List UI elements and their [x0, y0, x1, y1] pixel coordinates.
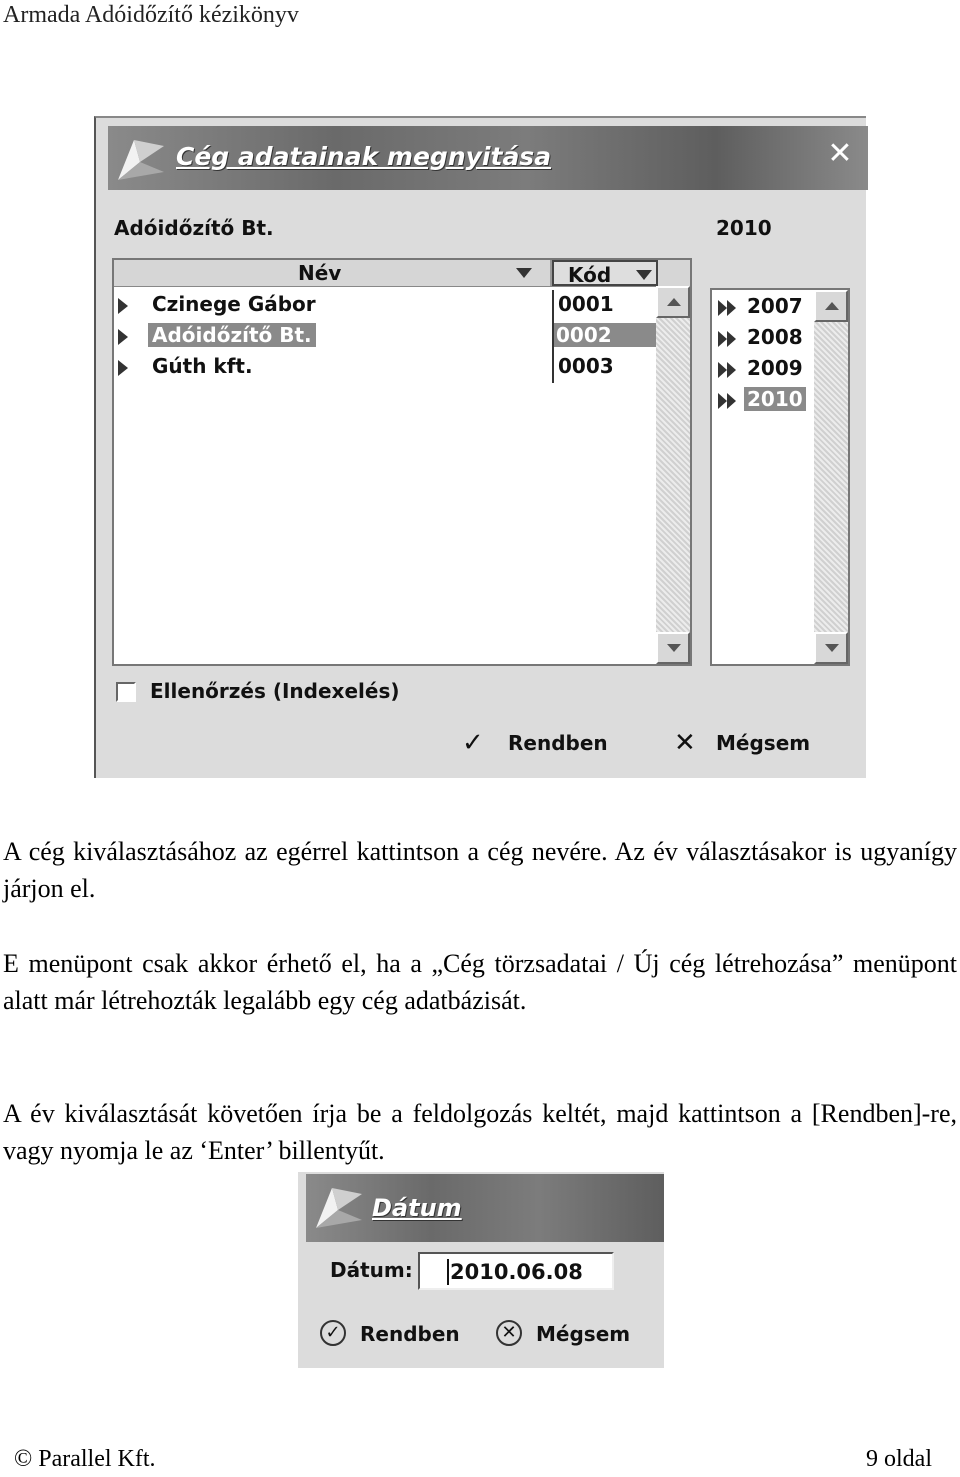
- year-item: 2007: [747, 294, 803, 318]
- year-list[interactable]: [710, 288, 850, 666]
- footer-copyright: © Parallel Kft.: [14, 1446, 156, 1472]
- scroll-up-button[interactable]: [814, 290, 848, 322]
- selected-year-label: 2010: [716, 216, 772, 240]
- row-pointer-icon: [118, 329, 128, 345]
- grid-scrollbar[interactable]: [656, 286, 690, 664]
- company-name: Gúth kft.: [152, 354, 253, 378]
- column-code-label: Kód: [568, 263, 612, 287]
- row-pointer-icon: [118, 360, 128, 376]
- list-item-selected[interactable]: [712, 385, 816, 416]
- company-code: 0003: [558, 354, 614, 378]
- grid-header: [114, 260, 690, 287]
- footer-page-number: 9 oldal: [866, 1446, 932, 1472]
- sort-arrow-icon[interactable]: [516, 268, 532, 278]
- scroll-down-button[interactable]: [656, 632, 690, 664]
- year-item: 2009: [747, 356, 803, 380]
- selected-company-label: Adóidőzítő Bt.: [114, 216, 274, 240]
- list-item[interactable]: [712, 323, 816, 354]
- table-row[interactable]: [114, 290, 658, 321]
- arrow-up-icon: [825, 302, 839, 310]
- checkmark-icon: ✓: [462, 728, 484, 758]
- open-company-dialog: [94, 116, 866, 778]
- double-arrow-icon: [718, 331, 740, 347]
- double-arrow-icon: [718, 362, 740, 378]
- dialog-title: Dátum: [372, 1194, 462, 1222]
- dialog-title-bar: [108, 126, 868, 190]
- arrow-down-icon: [825, 644, 839, 652]
- paragraph-2: E menüpont csak akkor érhető el, ha a „Cég törzsadatai / Új cég létrehozása” menüpont alatt már létrehozták legalább egy cég adatbázisát.: [3, 949, 957, 1015]
- app-logo-icon: [312, 1180, 366, 1232]
- year-scrollbar[interactable]: [814, 290, 848, 664]
- ok-button-label: Rendben: [360, 1322, 460, 1346]
- date-field-label: Dátum:: [330, 1258, 413, 1282]
- company-name: Adóidőzítő Bt.: [148, 323, 316, 347]
- arrow-down-icon: [667, 644, 681, 652]
- arrow-up-icon: [667, 298, 681, 306]
- year-item: 2010: [744, 387, 806, 411]
- column-header-name[interactable]: [114, 260, 552, 286]
- company-code: 0002: [554, 323, 658, 347]
- date-dialog: [298, 1172, 664, 1368]
- list-item[interactable]: [712, 292, 816, 323]
- paragraph-1: A cég kiválasztásához az egérrel kattintson a cég nevére. Az év választásakor is ugyanígy járjon el.: [3, 837, 957, 903]
- app-logo-icon: [114, 132, 168, 184]
- company-code: 0001: [558, 292, 614, 316]
- text-caret: [447, 1259, 449, 1285]
- paragraph-3: A év kiválasztását követően írja be a feldolgozás keltét, majd kattintson a [Rendben]-re, vagy nyomja le az ‘Enter’ billentyűt.: [3, 1099, 957, 1165]
- company-name: Czinege Gábor: [152, 292, 316, 316]
- cross-circle-icon: ✕: [496, 1320, 522, 1346]
- double-arrow-icon: [718, 300, 740, 316]
- date-input[interactable]: [418, 1252, 614, 1290]
- date-value: 2010.06.08: [450, 1260, 583, 1284]
- dialog-title: Cég adatainak megnyitása: [176, 142, 552, 171]
- document-header: Armada Adóidőzítő kézikönyv: [3, 2, 299, 28]
- sort-arrow-icon[interactable]: [636, 270, 652, 280]
- list-item[interactable]: [712, 354, 816, 385]
- ok-button-label: Rendben: [508, 731, 608, 755]
- scroll-up-button[interactable]: [656, 286, 690, 318]
- double-arrow-icon: [718, 393, 740, 409]
- year-item: 2008: [747, 325, 803, 349]
- cancel-button-label: Mégsem: [716, 731, 811, 755]
- cancel-button-label: Mégsem: [536, 1322, 631, 1346]
- close-icon[interactable]: ✕: [827, 136, 853, 171]
- indexing-checkbox-label: Ellenőrzés (Indexelés): [150, 679, 400, 703]
- indexing-checkbox[interactable]: [116, 682, 136, 702]
- column-header-code[interactable]: [552, 260, 658, 286]
- row-pointer-icon: [118, 298, 128, 314]
- scroll-down-button[interactable]: [814, 632, 848, 664]
- column-name-label: Név: [298, 261, 342, 285]
- table-row-selected[interactable]: [114, 321, 658, 352]
- cross-icon: ✕: [674, 728, 696, 758]
- company-grid[interactable]: [112, 258, 692, 666]
- table-row[interactable]: [114, 352, 658, 383]
- check-circle-icon: ✓: [320, 1320, 346, 1346]
- dialog-title-bar: [306, 1174, 664, 1242]
